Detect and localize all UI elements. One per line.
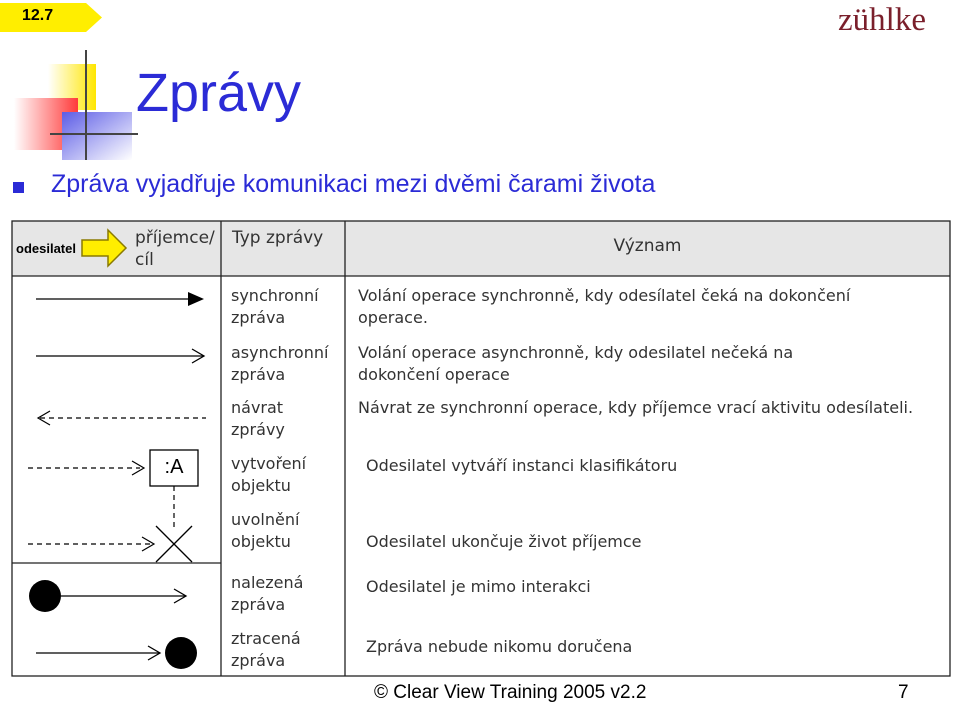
row-meaning-creation: Odesilatel vytváří instanci klasifikátoru <box>366 456 678 475</box>
footer-copyright: © Clear View Training 2005 v2.2 <box>374 682 647 703</box>
row-meaning-destruction: Odesilatel ukončuje život příjemce <box>366 532 642 551</box>
header-sender: odesilatel <box>16 241 76 256</box>
bullet-text: Zpráva vyjadřuje komunikaci mezi dvěmi čarami života <box>51 170 656 198</box>
row-meaning-return: Návrat ze synchronní operace, kdy příjemce vrací aktivitu odesílateli. <box>358 398 914 417</box>
row-type-return: návrat zprávy <box>231 398 285 439</box>
row-type-found: nalezená zpráva <box>231 573 304 614</box>
row-meaning-asynchronous: Volání operace asynchronně, kdy odesilatel nečeká na dokončení operace <box>358 343 794 384</box>
header-meaning: Význam <box>613 236 682 256</box>
slide-title: Zprávy <box>136 63 302 123</box>
row-type-asynchronous: asynchronní zpráva <box>231 343 329 384</box>
row-meaning-found: Odesilatel je mimo interakci <box>366 577 591 596</box>
row-type-lost: ztracená zpráva <box>231 629 301 670</box>
header-receiver: příjemce/ cíl <box>135 228 215 270</box>
row-meaning-synchronous: Volání operace synchronně, kdy odesílatel čeká na dokončení operace. <box>358 286 851 327</box>
row-type-synchronous: synchronní zpráva <box>231 286 319 327</box>
company-logo: zühlke <box>838 2 926 38</box>
object-box-label: :A <box>164 456 184 478</box>
section-number: 12.7 <box>22 7 54 24</box>
row-type-creation: vytvoření objektu <box>231 454 307 495</box>
footer-page-number: 7 <box>898 682 909 703</box>
row-meaning-lost: Zpráva nebude nikomu doručena <box>366 637 633 656</box>
row-type-destruction: uvolnění objektu <box>231 510 300 551</box>
header-type: Typ zprávy <box>232 228 324 248</box>
